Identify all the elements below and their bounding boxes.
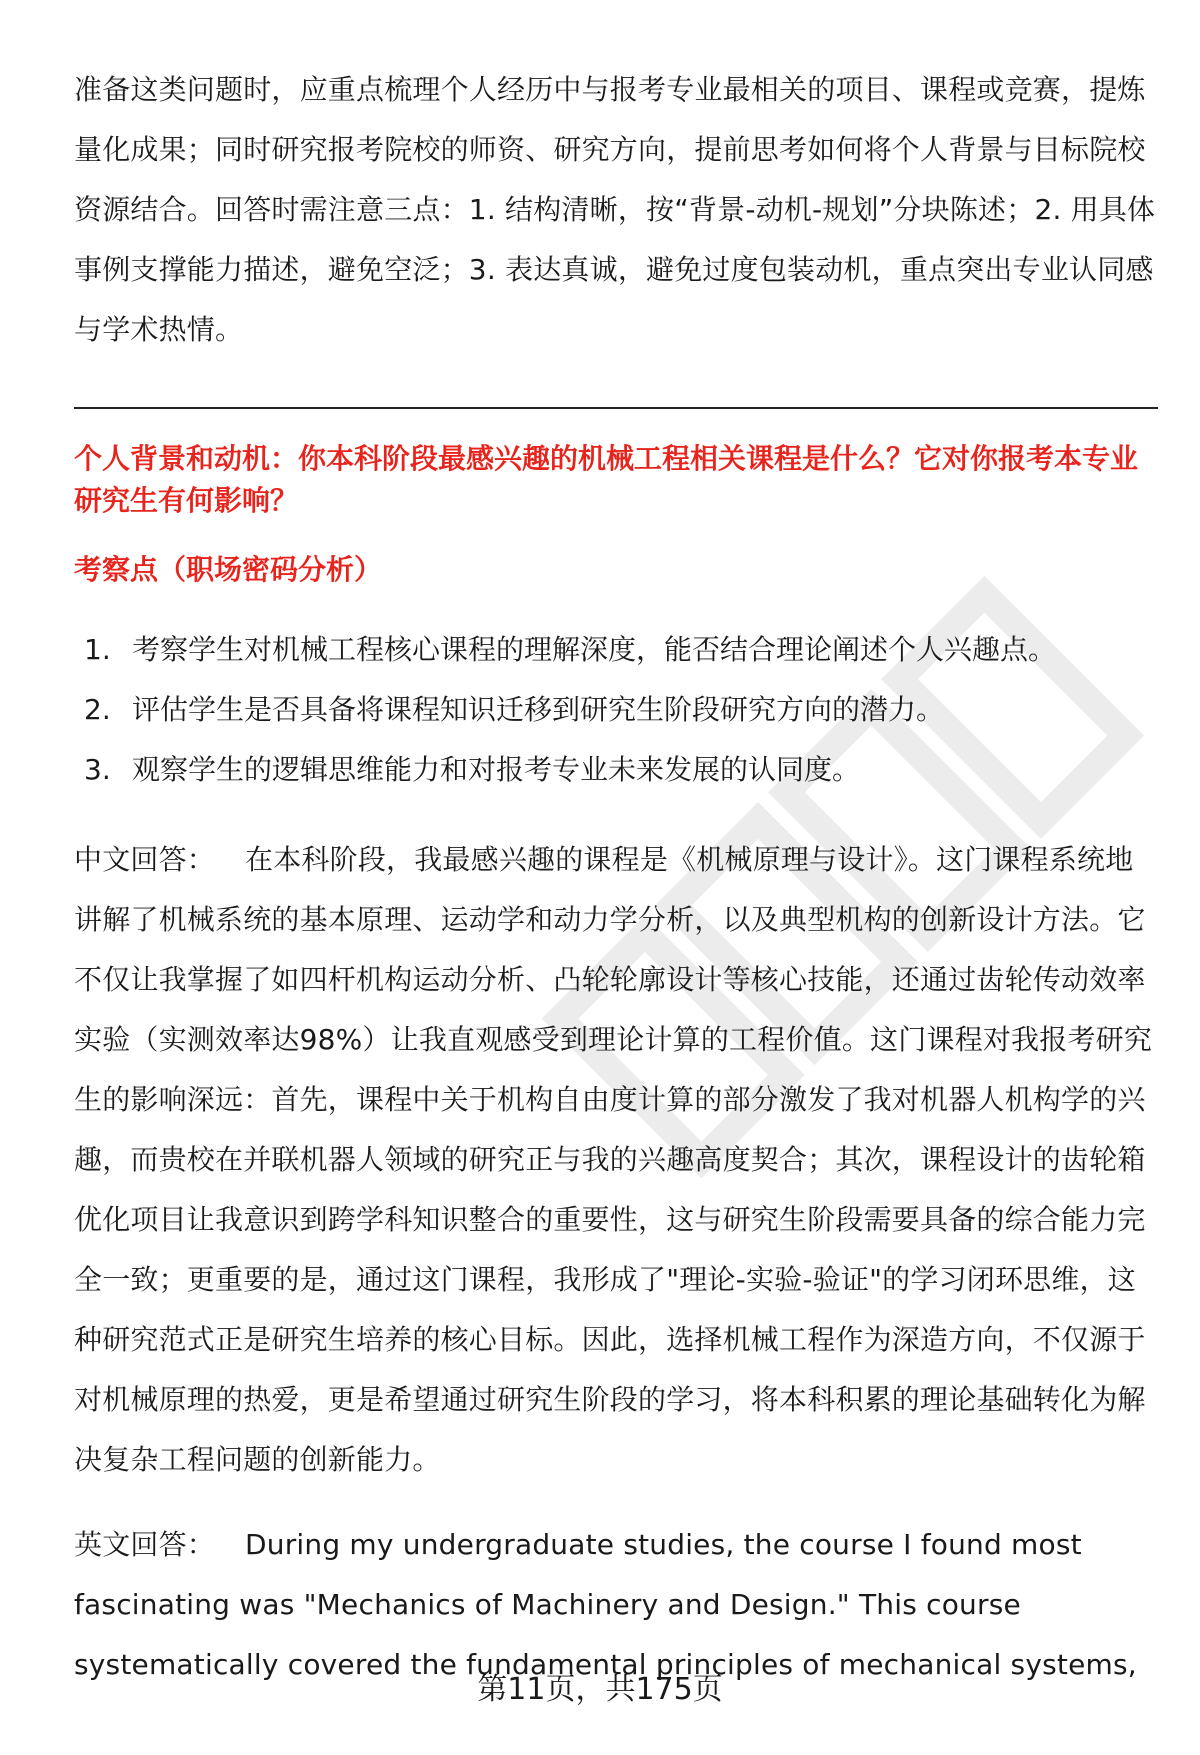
question-heading: 个人背景和动机：你本科阶段最感兴趣的机械工程相关课程是什么？它对你报考本专业研究生有何影响？ [74,442,1139,517]
list-number: 2. [84,693,111,726]
list-number: 3. [84,753,111,786]
chinese-answer-text: 在本科阶段，我最感兴趣的课程是《机械原理与设计》。这门课程系统地讲解了机械系统的基本原理、运动学和动力学分析，以及典型机构的创新设计方法。它不仅让我掌握了如四杆机构运动分析、凸轮轮廓设计等核心技能，还通过齿轮传动效率实验（实测效率达98%）让我直观感受到理论计算的工程价值。这门课程对我报考研究生的影响深远：首先，课程中关于机构自由度计算的部分激发了我对机器人机构学的兴趣，而贵校在并联机器人领域的研究正与我的兴趣高度契合；其次，课程设计的齿轮箱优化项目让我意识到跨学科知识整合的重要性，这与研究生阶段需要具备的综合能力完全一致；更重要的是，通过这门课程，我形成了"理论-实验-验证"的学习闭环思维，这种研究范式正是研究生培养的核心目标。因此，选择机械工程作为深造方向，不仅源于对机械原理的热爱，更是希望通过研究生阶段的学习，将本科积累的理论基础转化为解决复杂工程问题的创新能力。 [74,843,1153,1476]
english-answer [74,1515,1158,1695]
list-text: 评估学生是否具备将课程知识迁移到研究生阶段研究方向的潜力。 [132,693,945,726]
section-divider [74,407,1158,409]
chinese-answer [74,830,1158,1490]
list-text: 观察学生的逻辑思维能力和对报考专业未来发展的认同度。 [132,753,861,786]
english-answer-label: 英文回答： [74,1528,216,1561]
english-answer-text: During my undergraduate studies, the course I found most fascinating was "Mechanics of Machinery and Design." This course systematically covered the fundamental principles of mechanical systems, [74,1528,1137,1681]
chinese-answer-label: 中文回答： [74,843,216,876]
list-item [84,680,1154,740]
list-item [84,620,1154,680]
analysis-points [84,620,1154,800]
intro-paragraph: 准备这类问题时，应重点梳理个人经历中与报考专业最相关的项目、课程或竞赛，提炼量化成果；同时研究报考院校的师资、研究方向，提前思考如何将个人背景与目标院校资源结合。回答时需注意三点：1. 结构清晰，按“背景-动机-规划”分块陈述；2. 用具体事例支撑能力描述，避免空泛；3. 表达真诚，避免过度包装动机，重点突出专业认同感与学术热情。 [74,73,1156,346]
list-item [84,740,1154,800]
page-number: 第11页，共175页 [477,1672,723,1707]
list-number: 1. [84,633,111,666]
analysis-title: 考察点（职场密码分析） [74,553,383,586]
list-text: 考察学生对机械工程核心课程的理解深度，能否结合理论阐述个人兴趣点。 [132,633,1057,666]
